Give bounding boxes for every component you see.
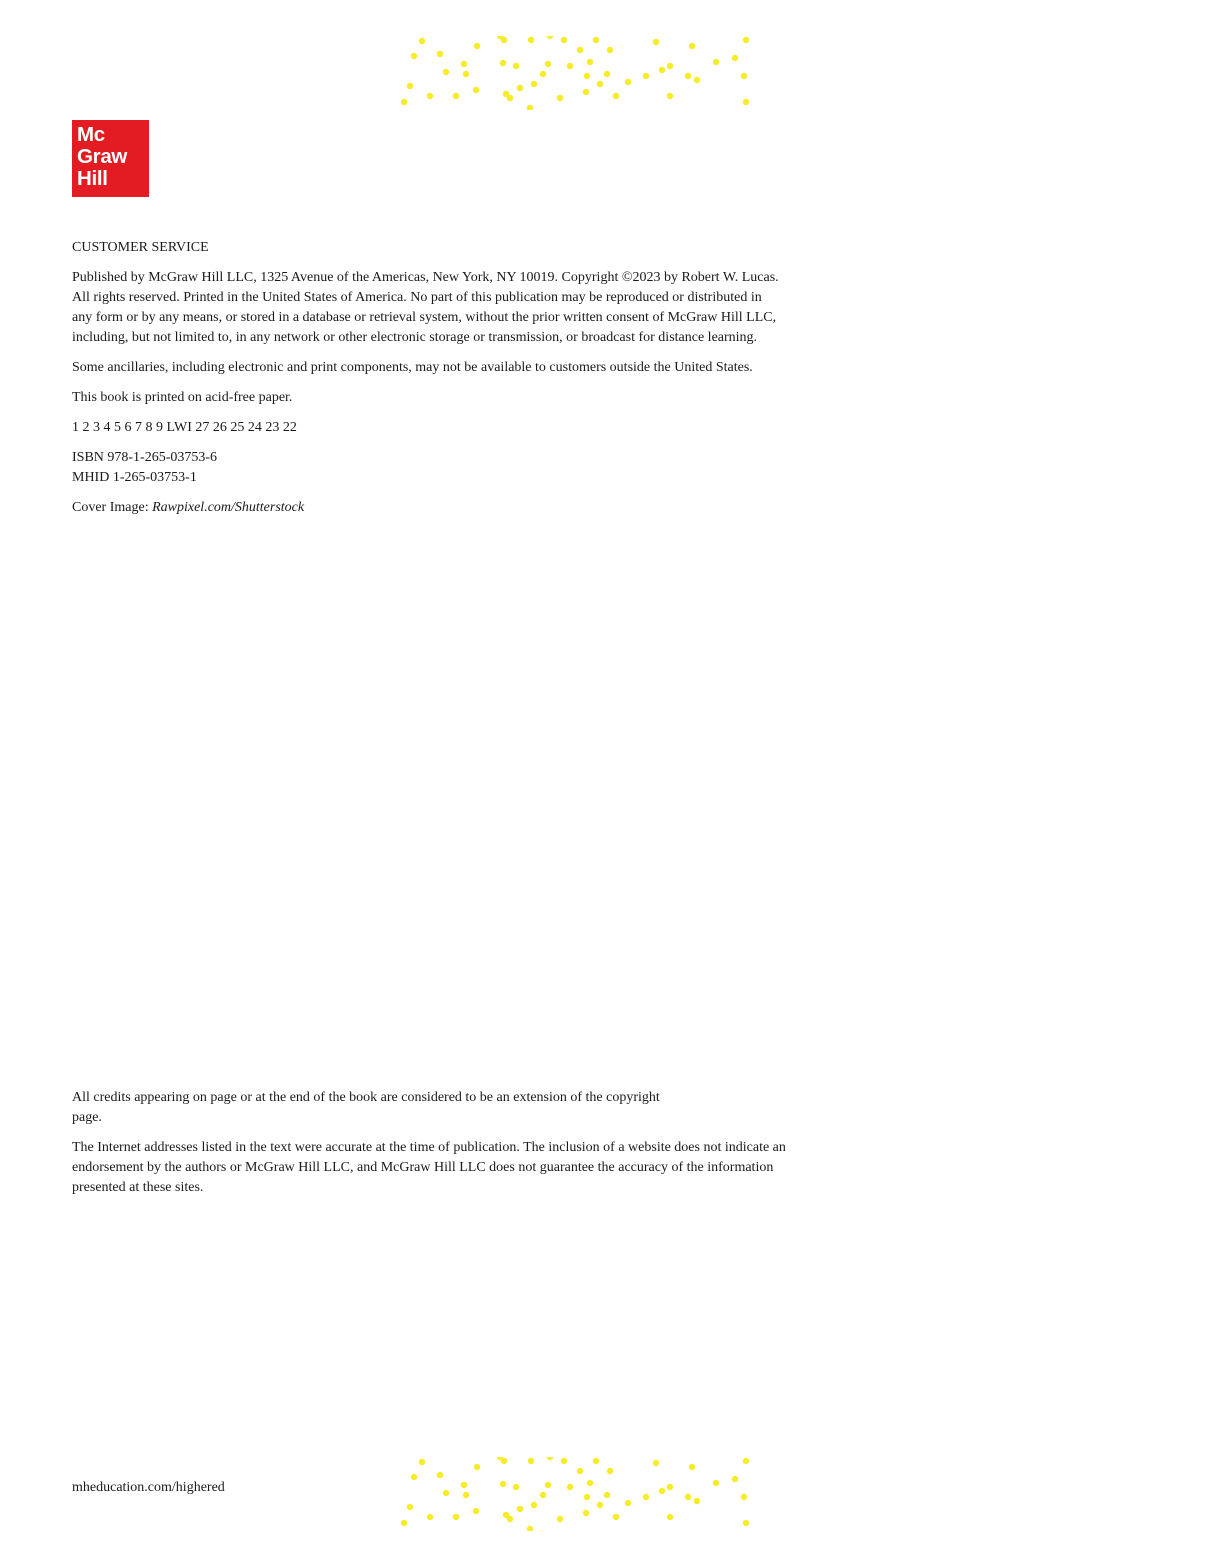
decorative-dot bbox=[587, 59, 593, 65]
decorative-dot bbox=[584, 73, 590, 79]
decorative-dot bbox=[540, 71, 546, 77]
decorative-dot bbox=[713, 1480, 719, 1486]
decorative-dot bbox=[597, 81, 603, 87]
decorative-dot bbox=[443, 1490, 449, 1496]
decorative-dot bbox=[607, 1468, 613, 1474]
decorative-dot bbox=[685, 73, 691, 79]
decorative-dot bbox=[513, 1484, 519, 1490]
ancillaries-paragraph: Some ancillaries, including electronic and print components, may not be available to customers outside the United States. bbox=[72, 360, 753, 375]
acid-free-paper-note: This book is printed on acid-free paper. bbox=[72, 390, 293, 405]
decorative-dot bbox=[743, 1520, 749, 1526]
decorative-dot bbox=[643, 73, 649, 79]
decorative-dot bbox=[577, 1468, 583, 1474]
decorative-dot bbox=[653, 1460, 659, 1466]
decorative-dot bbox=[593, 37, 599, 43]
decorative-dot bbox=[713, 59, 719, 65]
decorative-dot bbox=[659, 67, 665, 73]
decorative-dot bbox=[547, 1457, 553, 1460]
decorative-dot bbox=[517, 85, 523, 91]
decorative-dot bbox=[659, 1488, 665, 1494]
decorative-dot bbox=[743, 37, 749, 43]
decorative-dot bbox=[732, 1476, 738, 1482]
decorative-dot bbox=[453, 93, 459, 99]
logo-line-2: Graw bbox=[77, 145, 128, 168]
logo-line-3: Hill bbox=[77, 167, 108, 190]
decorative-dot bbox=[593, 1458, 599, 1464]
decorative-dot bbox=[567, 63, 573, 69]
decorative-dot bbox=[528, 37, 534, 43]
decorative-dot bbox=[463, 1492, 469, 1498]
decorative-dot bbox=[473, 1508, 479, 1514]
decorative-dot bbox=[531, 1502, 537, 1508]
decorative-dot bbox=[732, 55, 738, 61]
decorative-dot bbox=[500, 60, 506, 66]
decorative-dot bbox=[473, 87, 479, 93]
yellow-dot-pattern-bottom bbox=[400, 1457, 752, 1531]
decorative-dot bbox=[667, 63, 673, 69]
decorative-dot bbox=[667, 1484, 673, 1490]
decorative-dot bbox=[507, 1516, 513, 1522]
decorative-dot bbox=[667, 93, 673, 99]
mhid: MHID 1-265-03753-1 bbox=[72, 470, 197, 485]
decorative-dot bbox=[407, 83, 413, 89]
internet-addresses-note: The Internet addresses listed in the text were accurate at the time of publication. The inclusion of a website does not indicate an endorsement by the authors or McGraw Hill LLC, and McGraw Hill LLC does not guarantee the accuracy of the information presented at these sites. bbox=[72, 1140, 786, 1195]
decorative-dot bbox=[427, 93, 433, 99]
decorative-dot bbox=[545, 1482, 551, 1488]
decorative-dot bbox=[583, 89, 589, 95]
decorative-dot bbox=[513, 63, 519, 69]
decorative-dot bbox=[474, 1464, 480, 1470]
decorative-dot bbox=[653, 39, 659, 45]
copyright-block bbox=[72, 238, 792, 518]
copyright-paragraph: Published by McGraw Hill LLC, 1325 Avenue of the Americas, New York, NY 10019. Copyright ©2023 by Robert W. Lucas. All rights reserved. Printed in the United States of America. No part of this publication may be reproduced or distributed in any form or by any means, or stored in a database or retrieval system, without the prior written consent of McGraw Hill LLC, including, but not limited to, in any network or other electronic storage or transmission, or broadcast for distance learning. bbox=[72, 270, 779, 345]
credits-extension-note: All credits appearing on page or at the end of the book are considered to be an extension of the copyright page. bbox=[72, 1090, 660, 1125]
decorative-dot bbox=[500, 1481, 506, 1487]
decorative-dot bbox=[557, 1516, 563, 1522]
decorative-dot bbox=[689, 43, 695, 49]
decorative-dot bbox=[528, 1458, 534, 1464]
decorative-dot bbox=[461, 1482, 467, 1488]
decorative-dot bbox=[613, 1514, 619, 1520]
decorative-dot bbox=[437, 1472, 443, 1478]
logo-line-1: Mc bbox=[77, 123, 105, 146]
decorative-dot bbox=[667, 1514, 673, 1520]
decorative-dot bbox=[463, 71, 469, 77]
decorative-dot bbox=[607, 47, 613, 53]
decorative-dot bbox=[604, 71, 610, 77]
decorative-dot bbox=[694, 1498, 700, 1504]
decorative-dot bbox=[625, 79, 631, 85]
customer-service-heading: CUSTOMER SERVICE bbox=[72, 240, 209, 255]
decorative-dot bbox=[625, 1500, 631, 1506]
decorative-dot bbox=[689, 1464, 695, 1470]
decorative-dot bbox=[584, 1494, 590, 1500]
cover-image-credit bbox=[72, 498, 792, 518]
decorative-dot bbox=[507, 95, 513, 101]
decorative-dot bbox=[547, 36, 553, 39]
decorative-dot bbox=[743, 99, 749, 105]
decorative-dot bbox=[453, 1514, 459, 1520]
decorative-dot bbox=[437, 51, 443, 57]
decorative-dot bbox=[517, 1506, 523, 1512]
decorative-dot bbox=[411, 53, 417, 59]
decorative-dot bbox=[597, 1502, 603, 1508]
decorative-dot bbox=[577, 47, 583, 53]
cover-image-label: Cover Image: bbox=[72, 500, 153, 515]
decorative-dot bbox=[694, 77, 700, 83]
credits-block bbox=[72, 1088, 792, 1198]
decorative-dot bbox=[604, 1492, 610, 1498]
decorative-dot bbox=[411, 1474, 417, 1480]
decorative-dot bbox=[741, 73, 747, 79]
decorative-dot bbox=[531, 81, 537, 87]
decorative-dot bbox=[741, 1494, 747, 1500]
decorative-dot bbox=[567, 1484, 573, 1490]
website-url: mheducation.com/highered bbox=[72, 1480, 225, 1495]
decorative-dot bbox=[527, 1526, 533, 1531]
decorative-dot bbox=[545, 61, 551, 67]
decorative-dot bbox=[401, 99, 407, 105]
decorative-dot bbox=[407, 1504, 413, 1510]
decorative-dot bbox=[587, 1480, 593, 1486]
isbn: ISBN 978-1-265-03753-6 bbox=[72, 450, 218, 465]
identifier-block bbox=[72, 448, 792, 488]
decorative-dot bbox=[461, 61, 467, 67]
decorative-dot bbox=[474, 43, 480, 49]
cover-image-source: Rawpixel.com/Shutterstock bbox=[152, 500, 305, 515]
decorative-dot bbox=[613, 93, 619, 99]
decorative-dot bbox=[583, 1510, 589, 1516]
decorative-dot bbox=[527, 105, 533, 110]
decorative-dot bbox=[561, 37, 567, 43]
decorative-dot bbox=[427, 1514, 433, 1520]
decorative-dot bbox=[557, 95, 563, 101]
mcgraw-hill-logo bbox=[72, 120, 149, 197]
decorative-dot bbox=[419, 1459, 425, 1465]
yellow-dot-pattern-top bbox=[400, 36, 752, 110]
decorative-dot bbox=[443, 69, 449, 75]
decorative-dot bbox=[561, 1458, 567, 1464]
decorative-dot bbox=[643, 1494, 649, 1500]
printing-line: 1 2 3 4 5 6 7 8 9 LWI 27 26 25 24 23 22 bbox=[72, 420, 297, 435]
decorative-dot bbox=[743, 1458, 749, 1464]
decorative-dot bbox=[540, 1492, 546, 1498]
decorative-dot bbox=[685, 1494, 691, 1500]
decorative-dot bbox=[401, 1520, 407, 1526]
decorative-dot bbox=[419, 38, 425, 44]
